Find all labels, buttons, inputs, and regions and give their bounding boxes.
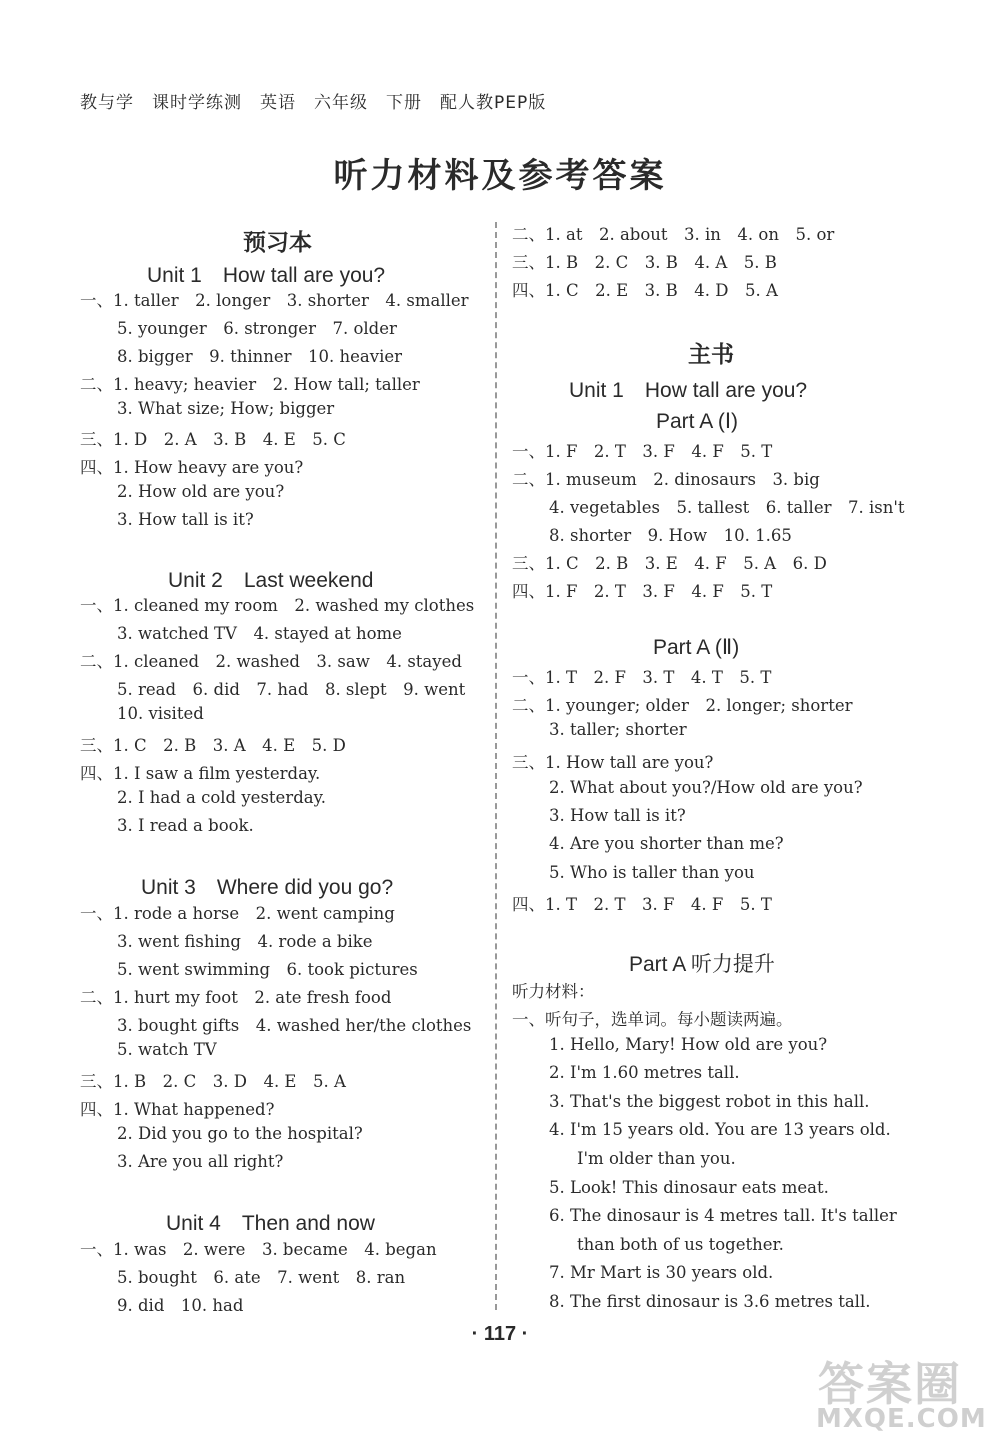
answer-line: 二、1. cleaned 2. washed 3. saw 4. stayed [80,652,462,671]
section-title-main: 主书 [688,342,734,368]
answer-line: 3. I read a book. [117,816,254,835]
answer-line: 3. That's the biggest robot in this hall. [549,1092,870,1111]
answer-line: 5. younger 6. stronger 7. older [117,319,397,338]
answer-line: 三、1. How tall are you? [512,753,714,772]
book-header: 教与学 课时学练测 英语 六年级 下册 配人教PEP版 [80,93,547,113]
answer-line: 三、1. D 2. A 3. B 4. E 5. C [80,430,346,449]
answer-line: 三、1. B 2. C 3. B 4. A 5. B [512,253,777,272]
answer-line: 3. Are you all right? [117,1152,284,1171]
answer-line: 三、1. B 2. C 3. D 4. E 5. A [80,1072,346,1091]
answer-line: 四、1. How heavy are you? [80,458,304,477]
answer-line: 3. How tall is it? [549,806,686,825]
watermark-logo [812,1348,990,1434]
answer-line: 4. vegetables 5. tallest 6. taller 7. isn't [549,498,905,517]
partA2-title: Part A (Ⅱ) [653,636,740,659]
answer-line: 3. How tall is it? [117,510,254,529]
unit2-title: Unit 2 Last weekend [168,569,374,592]
answer-line: 一、1. was 2. were 3. became 4. began [80,1240,437,1259]
answer-line: 二、1. museum 2. dinosaurs 3. big [512,470,820,489]
answer-line: 四、1. F 2. T 3. F 4. F 5. T [512,582,773,601]
answer-line: 2. Did you go to the hospital? [117,1124,363,1143]
page-number: · 117 · [471,1323,529,1345]
answer-line: 2. How old are you? [117,482,285,501]
answer-line: 9. did 10. had [117,1296,244,1315]
answer-line: 1. Hello, Mary! How old are you? [549,1035,828,1054]
answer-line: 三、1. C 2. B 3. E 4. F 5. A 6. D [512,554,827,573]
answer-line: 6. The dinosaur is 4 metres tall. It's taller [549,1206,897,1225]
answer-line: 3. watched TV 4. stayed at home [117,624,402,643]
answer-line: 2. What about you?/How old are you? [549,778,863,797]
partA1-title: Part A (Ⅰ) [656,410,739,433]
answer-line: 一、1. cleaned my room 2. washed my clothes [80,596,475,615]
answer-line: 3. taller; shorter [549,720,687,739]
answer-line: 二、1. at 2. about 3. in 4. on 5. or [512,225,835,244]
section-title-preview: 预习本 [243,230,312,256]
answer-line: 8. bigger 9. thinner 10. heavier [117,347,402,366]
answer-line: 一、1. T 2. F 3. T 4. T 5. T [512,668,772,687]
column-divider [495,222,497,1310]
answer-line: 5. went swimming 6. took pictures [117,960,418,979]
answer-line: 一、1. F 2. T 3. F 4. F 5. T [512,442,773,461]
answer-line: 5. read 6. did 7. had 8. slept 9. went [117,680,466,699]
answer-line: 5. Who is taller than you [549,863,755,882]
answer-line: 8. The first dinosaur is 3.6 metres tall. [549,1292,871,1311]
answer-line: 5. watch TV [117,1040,217,1059]
answer-line: 5. Look! This dinosaur eats meat. [549,1178,829,1197]
answer-line: 二、1. heavy; heavier 2. How tall; taller [80,375,420,394]
answer-line: 7. Mr Mart is 30 years old. [549,1263,774,1282]
answer-line: 听力材料： [512,982,595,1001]
unit4-title: Unit 4 Then and now [166,1212,375,1235]
answer-line: 三、1. C 2. B 3. A 4. E 5. D [80,736,346,755]
answer-line: 四、1. I saw a film yesterday. [80,764,321,783]
page-title: 听力材料及参考答案 [333,156,667,196]
answer-line: than both of us together. [577,1235,784,1254]
answer-line: 3. What size; How; bigger [117,399,335,418]
main-unit-title: Unit 1 How tall are you? [569,379,808,402]
answer-line: 四、1. C 2. E 3. B 4. D 5. A [512,281,778,300]
answer-line: 二、1. younger; older 2. longer; shorter [512,696,853,715]
answer-line: 4. Are you shorter than me? [549,834,784,853]
answer-line: 3. went fishing 4. rode a bike [117,932,373,951]
answer-line: 2. I'm 1.60 metres tall. [549,1063,740,1082]
answer-line: 一、听句子，选单词。每小题读两遍。 [512,1010,793,1029]
answer-line: 8. shorter 9. How 10. 1.65 [549,526,792,545]
answer-line: 四、1. What happened? [80,1100,275,1119]
unit3-title: Unit 3 Where did you go? [141,876,394,899]
answer-line: 5. bought 6. ate 7. went 8. ran [117,1268,406,1287]
answer-line: 3. bought gifts 4. washed her/the clothes [117,1016,472,1035]
answer-line: 4. I'm 15 years old. You are 13 years old. [549,1120,891,1139]
answer-line: 一、1. taller 2. longer 3. shorter 4. smaller [80,291,469,310]
unit1-title: Unit 1 How tall are you? [147,264,386,287]
answer-line: 10. visited [117,704,204,723]
answer-line: 四、1. T 2. T 3. F 4. F 5. T [512,895,772,914]
answer-line: 二、1. hurt my foot 2. ate fresh food [80,988,392,1007]
partA3-title: Part A 听力提升 [629,953,775,976]
watermark-bottom: MXQE.COM [816,1404,987,1434]
answer-line: I'm older than you. [577,1149,736,1168]
answer-line: 2. I had a cold yesterday. [117,788,326,807]
answer-line: 一、1. rode a horse 2. went camping [80,904,395,923]
watermark-top: 答案圈 [818,1357,962,1411]
